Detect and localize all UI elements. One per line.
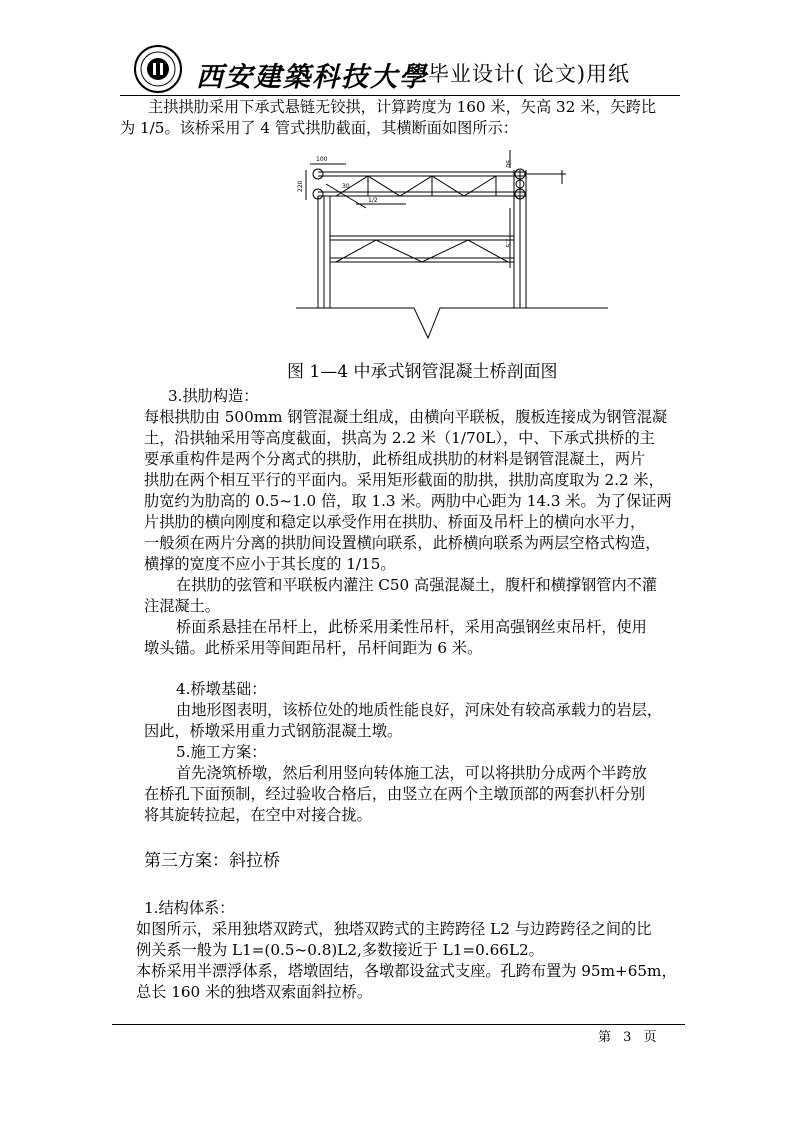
university-seal-logo	[133, 44, 183, 94]
page-number-footer	[598, 1026, 657, 1045]
paragraph-line: 首先浇筑桥墩，然后利用竖向转体施工法，可以将拱肋分成两个半跨放	[176, 764, 647, 782]
scheme-heading: 第三方案：斜拉桥	[144, 851, 280, 871]
header-rule	[120, 95, 680, 96]
paper-title: 毕业设计( 论文)用纸	[428, 62, 631, 86]
paragraph-line: 因此，桥墩采用重力式钢筋混凝土墩。	[144, 722, 403, 740]
paragraph-line: 片拱肋的横向刚度和稳定以承受作用在拱肋、桥面及吊杆上的横向水平力，	[144, 513, 646, 531]
page-number: 3	[623, 1030, 632, 1045]
paragraph-line: 如图所示，采用独塔双跨式，独塔双跨式的主跨跨径 L2 与边跨跨径之间的比	[136, 920, 652, 938]
paragraph-line: 在拱肋的弦管和平联板内灌注 C50 高强混凝土，腹杆和横撑钢管内不灌	[176, 576, 658, 594]
university-name: 西安建築科技大學	[196, 62, 428, 93]
arch-rib-cross-section-figure	[296, 148, 616, 343]
svg-text:100: 100	[316, 156, 328, 163]
paragraph-line: 本桥采用半漂浮体系，塔墩固结，各墩都设盆式支座。孔跨布置为 95m+65m，	[136, 962, 677, 980]
paragraph-line: 一般须在两片分离的拱肋间设置横向联系，此桥横向联系为两层空格式构造，	[144, 534, 661, 552]
paragraph-line: 土，沿拱轴采用等高度截面，拱高为 2.2 米（1/70L），中、下承式拱桥的主	[144, 429, 655, 447]
figure-caption: 图 1—4 中承式钢管混凝土桥剖面图	[287, 362, 558, 382]
svg-text:1/2: 1/2	[368, 197, 378, 204]
paragraph-line: 由地形图表明，该桥位处的地质性能良好，河床处有较高承载力的岩层，	[176, 701, 662, 719]
svg-text:50: 50	[504, 160, 511, 168]
paragraph-line: 横撑的宽度不应小于其长度的 1/15。	[144, 555, 396, 573]
svg-text:220: 220	[297, 180, 304, 192]
paragraph-line: 注混凝土。	[144, 597, 220, 615]
paragraph-line: 总长 160 米的独塔双索面斜拉桥。	[136, 983, 373, 1001]
section-heading: 1.结构体系：	[144, 899, 235, 917]
page-label-prefix: 第	[598, 1030, 612, 1045]
intro-line: 为 1/5。该桥采用了 4 管式拱肋截面，其横断面如图所示：	[120, 119, 518, 137]
paragraph-line: 拱肋在两个相互平行的平面内。采用矩形截面的肋拱，拱肋高度取为 2.2 米，	[144, 471, 664, 489]
paragraph-line: 肋宽约为肋高的 0.5~1.0 倍，取 1.3 米。两肋中心距为 14.3 米。为了保证两	[144, 492, 672, 510]
paragraph-line: 将其旋转拉起，在空中对接合拢。	[144, 806, 372, 824]
section-heading: 4.桥墩基础：	[176, 680, 267, 698]
page-label-suffix: 页	[643, 1030, 657, 1045]
footer-rule	[112, 1024, 685, 1025]
paragraph-line: 每根拱肋由 500mm 钢管混凝土组成，由横向平联板，腹板连接成为钢管混凝	[144, 408, 668, 426]
paragraph-line: 墩头锚。此桥采用等间距吊杆，吊杆间距为 6 米。	[144, 639, 483, 657]
intro-line: 主拱拱肋采用下承式悬链无铰拱，计算跨度为 160 米，矢高 32 米，矢跨比	[148, 98, 657, 116]
paragraph-line: 要承重构件是两个分离式的拱肋，此桥组成拱肋的材料是钢管混凝土，两片	[144, 450, 646, 468]
svg-text:30: 30	[342, 183, 350, 190]
paragraph-line: 在桥孔下面预制，经过验收合格后，由竖立在两个主墩顶部的两套扒杆分别	[144, 785, 646, 803]
svg-text:1.5: 1.5	[504, 238, 511, 248]
section-heading: 5.施工方案：	[176, 743, 267, 761]
section-heading: 3.拱肋构造：	[168, 387, 259, 405]
paragraph-line: 例关系一般为 L1=(0.5~0.8)L2,多数接近于 L1=0.66L2。	[136, 941, 544, 959]
paragraph-line: 桥面系悬挂在吊杆上，此桥采用柔性吊杆，采用高强钢丝束吊杆，使用	[176, 618, 647, 636]
